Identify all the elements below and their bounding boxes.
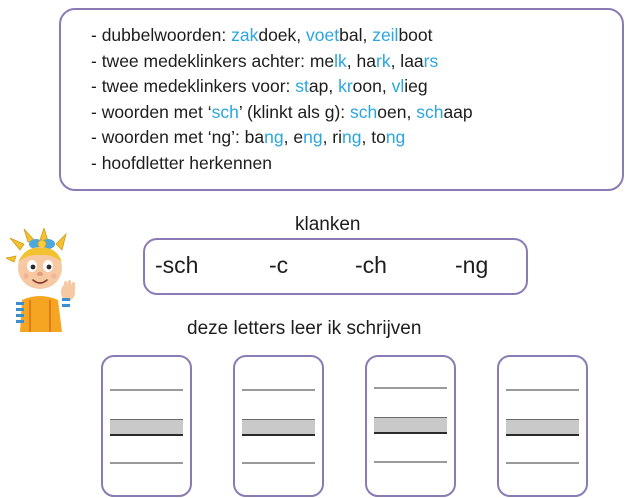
highlighted-letters: st — [295, 76, 309, 96]
top-writing-line — [374, 387, 447, 389]
highlighted-letters: ng — [385, 127, 406, 147]
writing-lines — [110, 357, 183, 495]
sound-sch: -sch — [155, 252, 199, 278]
rule-line — [91, 74, 473, 100]
highlighted-letters: ng — [264, 127, 284, 147]
rule-text: , ri — [322, 127, 343, 147]
top-writing-line — [242, 389, 315, 391]
middle-writing-band — [506, 419, 579, 436]
sound-ng: -ng — [455, 252, 489, 278]
highlighted-letters: vl — [391, 76, 405, 96]
bottom-writing-line — [506, 462, 579, 464]
rule-text: - dubbelwoorden: — [91, 25, 232, 45]
highlighted-letters: rk — [376, 50, 391, 71]
rule-text: doek, — [258, 25, 307, 45]
rule-text: - twee medeklinkers achter: me — [91, 50, 335, 71]
highlighted-letters: lk — [334, 50, 347, 71]
rule-text: ieg — [404, 76, 428, 96]
writing-card — [497, 355, 588, 497]
bottom-writing-line — [110, 462, 183, 464]
rule-line — [91, 151, 473, 177]
rules-list — [91, 23, 473, 176]
rule-text: , to — [361, 127, 386, 147]
writing-title: deze letters leer ik schrijven — [187, 318, 422, 339]
highlighted-letters: sch — [211, 101, 239, 122]
top-writing-line — [506, 389, 579, 391]
rule-text: - woorden met ‘ — [91, 101, 212, 122]
rules-box — [59, 8, 624, 191]
writing-lines — [242, 357, 315, 495]
top-writing-line — [110, 389, 183, 391]
writing-card — [101, 355, 192, 497]
rule-text: ’ (klinkt als g): — [238, 101, 351, 122]
highlighted-letters: sch — [416, 101, 444, 122]
sound-c: -c — [269, 252, 289, 278]
rule-text: oon, — [352, 76, 392, 96]
rule-text: boot — [398, 25, 433, 45]
middle-writing-band — [374, 417, 447, 434]
middle-writing-band — [110, 419, 183, 436]
highlighted-letters: sch — [350, 101, 378, 122]
highlighted-letters: zak — [231, 25, 259, 45]
highlighted-letters: ng — [342, 127, 362, 147]
highlighted-letters: zeil — [372, 25, 399, 45]
rule-line — [91, 125, 473, 151]
writing-card — [233, 355, 324, 497]
writing-lines — [374, 357, 447, 495]
rule-line — [91, 49, 473, 75]
highlighted-letters: kr — [338, 76, 353, 96]
writing-lines — [506, 357, 579, 495]
sound-ch: -ch — [355, 252, 387, 278]
rule-text: - twee medeklinkers voor: — [91, 76, 296, 96]
bottom-writing-line — [242, 462, 315, 464]
sounds-box — [143, 238, 528, 295]
highlighted-letters: voet — [306, 25, 340, 45]
rule-line — [91, 100, 473, 126]
rule-text: aap — [443, 101, 473, 122]
bottom-writing-line — [374, 461, 447, 463]
girl-mascot-icon — [6, 228, 78, 332]
rule-text: ap, — [308, 76, 339, 96]
highlighted-letters: rs — [423, 50, 439, 71]
middle-writing-band — [242, 419, 315, 436]
rule-text: - hoofdletter herkennen — [91, 152, 272, 173]
rule-text: , ha — [346, 50, 376, 71]
rule-text: oen, — [377, 101, 417, 122]
klanken-title: klanken — [295, 214, 361, 235]
rule-line — [91, 23, 473, 49]
rule-text: - woorden met ‘ng’: ba — [91, 127, 265, 147]
highlighted-letters: ng — [303, 127, 323, 147]
writing-card — [365, 355, 456, 497]
rule-text: , laa — [390, 50, 424, 71]
rule-text: bal, — [339, 25, 373, 45]
rule-text: , e — [283, 127, 304, 147]
